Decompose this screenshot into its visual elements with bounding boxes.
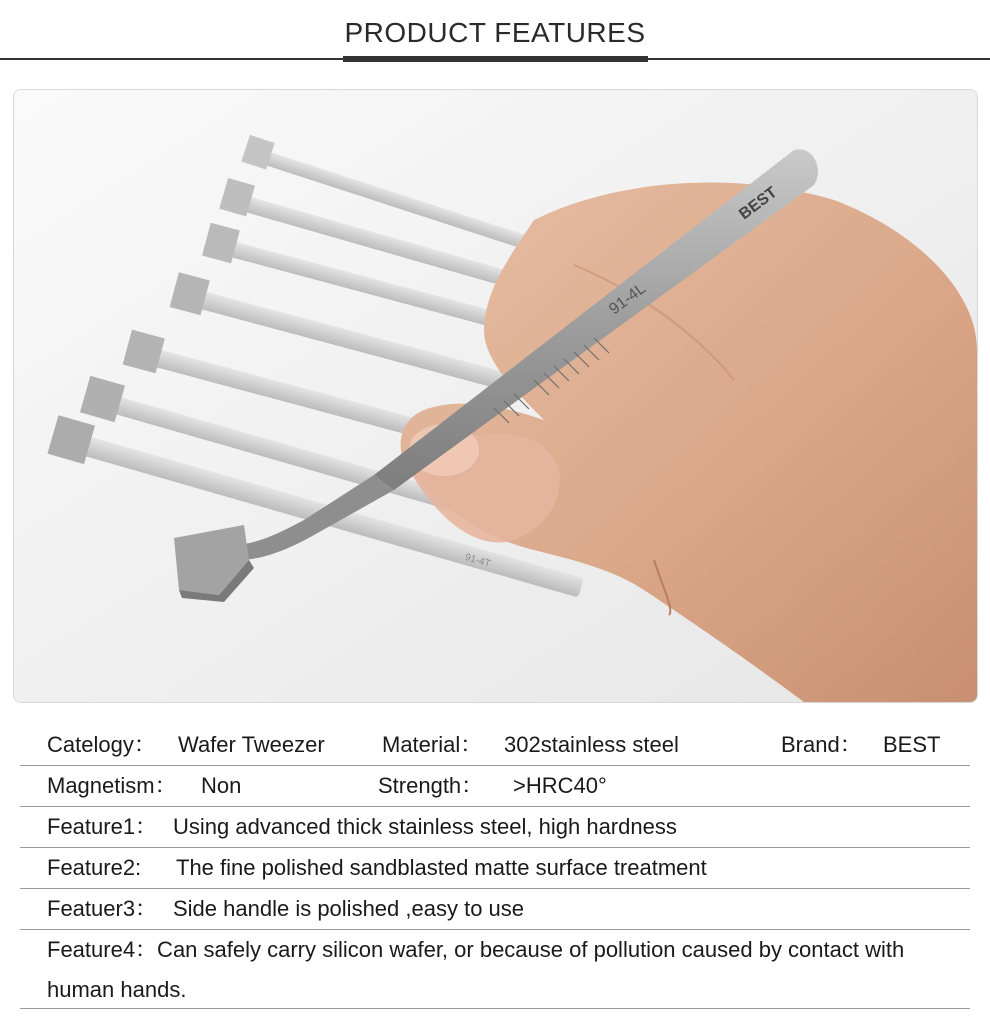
svg-text:91-4T: 91-4T [463,551,492,570]
tweezer-hand-illustration [14,90,977,702]
strength-label: Strength： [378,773,484,798]
category-value: Wafer Tweezer [178,732,325,757]
spec-table [20,725,970,1009]
magnetism-label: Magnetism： [47,773,177,798]
spec-row-feature3 [20,889,970,930]
feature4-text: Feature4：Can safely carry silicon wafer, or because of pollution caused by contact with human hands. [47,937,905,1002]
material-label: Material： [382,732,483,757]
feature3-text: Side handle is polished ,easy to use [173,896,525,921]
feature1-label: Feature1： [47,814,158,839]
material-value: 302stainless steel [504,732,679,757]
section-header [0,0,990,70]
category-label: Catelogy： [47,732,156,757]
spec-row-feature4 [20,930,970,1009]
spec-row-general [20,725,970,766]
feature3-label: Featuer3： [47,896,158,921]
feature2-label: Feature2: [47,855,142,880]
tweezer-model-engraving: 91-4L [606,279,650,319]
magnetism-value: Non [201,773,242,798]
strength-value: >HRC40° [513,773,607,798]
page-title: PRODUCT FEATURES [344,17,646,48]
spec-row-feature2 [20,848,970,889]
spec-row-properties [20,766,970,807]
feature1-text: Using advanced thick stainless steel, high hardness [173,814,677,839]
spec-row-feature1 [20,807,970,848]
tweezer-brand-engraving: BEST [736,183,781,224]
title-underline [343,56,648,62]
brand-label: Brand： [781,732,862,757]
feature2-text: The fine polished sandblasted matte surface treatment [176,855,707,880]
brand-value: BEST [883,732,941,757]
product-photo [13,89,978,703]
